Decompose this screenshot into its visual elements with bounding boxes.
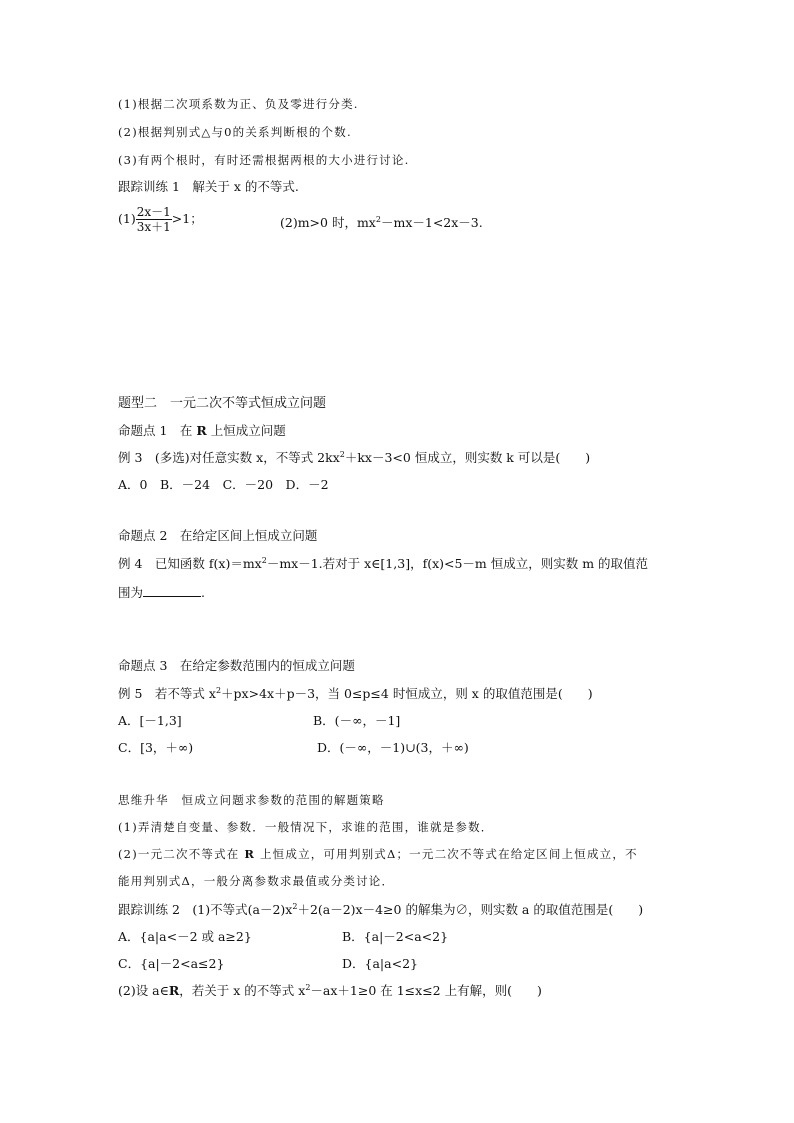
ex5-post: ＋px>4x＋p－3，当 0≤p≤4 时恒成立，则 x 的取值范围是( )	[221, 686, 593, 701]
q2-pre: (2)设 a∈	[118, 983, 169, 998]
example5-option-c: C．[3，＋∞)	[118, 740, 194, 755]
training2-option-b: B．{a|－2<a<2}	[342, 929, 449, 944]
thinking-2	[118, 846, 638, 862]
training1-title: 跟踪训练 1 解关于 x 的不等式.	[118, 179, 299, 194]
note-3: (3)有两个根时，有时还需根据两根的大小进行讨论.	[118, 153, 410, 167]
denominator: 3x＋1	[136, 220, 171, 234]
t2-pre: (2)一元二次不等式在	[118, 847, 245, 861]
bold-R: R	[168, 983, 180, 998]
training2-q1	[118, 902, 643, 918]
sup: 2	[375, 215, 381, 224]
example3	[118, 450, 590, 466]
p1-suffix: >1；	[171, 211, 203, 226]
training2-option-d: D．{a|a<2}	[342, 956, 418, 971]
sup: 2	[261, 556, 267, 565]
bold-R: R	[244, 847, 256, 861]
numerator: 2x－1	[136, 205, 171, 219]
point1-heading	[118, 423, 286, 439]
bold-R: R	[196, 423, 207, 438]
q2-post2: －ax＋1≥0 在 1≤x≤2 上有解，则( )	[310, 983, 542, 998]
p2-text: (2)m>0 时，mx	[280, 215, 376, 230]
ex3-post: ＋kx－3<0 恒成立，则实数 k 可以是( )	[344, 450, 591, 465]
p1-prefix: (1)	[118, 211, 136, 226]
point1-label: 命题点 1 在	[118, 423, 197, 438]
fraction	[136, 205, 172, 234]
sup: 2	[292, 902, 298, 911]
example5	[118, 686, 593, 702]
training2-option-c: C．{a|－2<a≤2}	[118, 956, 225, 971]
ex4-line2-pre: 围为	[118, 585, 144, 600]
t2-post: 上恒成立，可用判别式Δ；一元二次不等式在给定区间上恒成立，不	[255, 847, 638, 861]
note-2: (2)根据判别式△与0的关系判断根的个数.	[118, 125, 352, 139]
thinking-3: 能用判别式Δ，一般分离参数求最值或分类讨论．	[118, 874, 395, 888]
ex4-line2-post: .	[201, 585, 205, 600]
training2-option-a: A．{a|a<－2 或 a≥2}	[118, 929, 252, 944]
sup: 2	[339, 450, 345, 459]
answer-blank[interactable]	[143, 584, 201, 597]
sup: 2	[215, 686, 222, 695]
sup: 2	[305, 983, 311, 992]
example5-option-b: B．(－∞，－1]	[313, 713, 401, 728]
example4	[118, 556, 648, 572]
ex4-post: －mx－1.若对于 x∈[1,3]，f(x)<5－m 恒成立，则实数 m 的取值范	[266, 556, 649, 571]
example4-line2	[118, 584, 205, 601]
training1-problem1	[118, 205, 203, 234]
section-title: 题型二 一元二次不等式恒成立问题	[118, 396, 327, 411]
note-1: (1)根据二次项系数为正、负及零进行分类.	[118, 97, 359, 111]
point1-label-post: 上恒成立问题	[206, 423, 286, 438]
q2-post: ，若关于 x 的不等式 x	[179, 983, 306, 998]
q1-post: ＋2(a－2)x－4≥0 的解集为∅，则实数 a 的取值范围是( )	[297, 902, 644, 917]
ex5-pre: 例 5 若不等式 x	[118, 686, 216, 701]
ex4-pre: 例 4 已知函数 f(x)＝mx	[118, 556, 262, 571]
p2-text-post: －mx－1<2x－3.	[380, 215, 483, 230]
example3-options: A．0 B．－24 C．－20 D．－2	[118, 477, 329, 492]
training1-problem2	[280, 215, 483, 231]
training2-q2	[118, 983, 542, 999]
example5-option-d: D．(－∞，－1)∪(3，＋∞)	[317, 740, 469, 755]
thinking-title: 思维升华 恒成立问题求参数的范围的解题策略	[118, 793, 385, 807]
ex3-pre: 例 3 (多选)对任意实数 x，不等式 2kx	[118, 450, 340, 465]
thinking-1: (1)弄清楚自变量、参数．一般情况下，求谁的范围，谁就是参数．	[118, 820, 494, 834]
example5-option-a: A．[－1,3]	[118, 713, 182, 728]
q1-pre: 跟踪训练 2 (1)不等式(a－2)x	[118, 902, 293, 917]
point2-heading: 命题点 2 在给定区间上恒成立问题	[118, 528, 318, 543]
point3-heading: 命题点 3 在给定参数范围内的恒成立问题	[118, 658, 355, 673]
